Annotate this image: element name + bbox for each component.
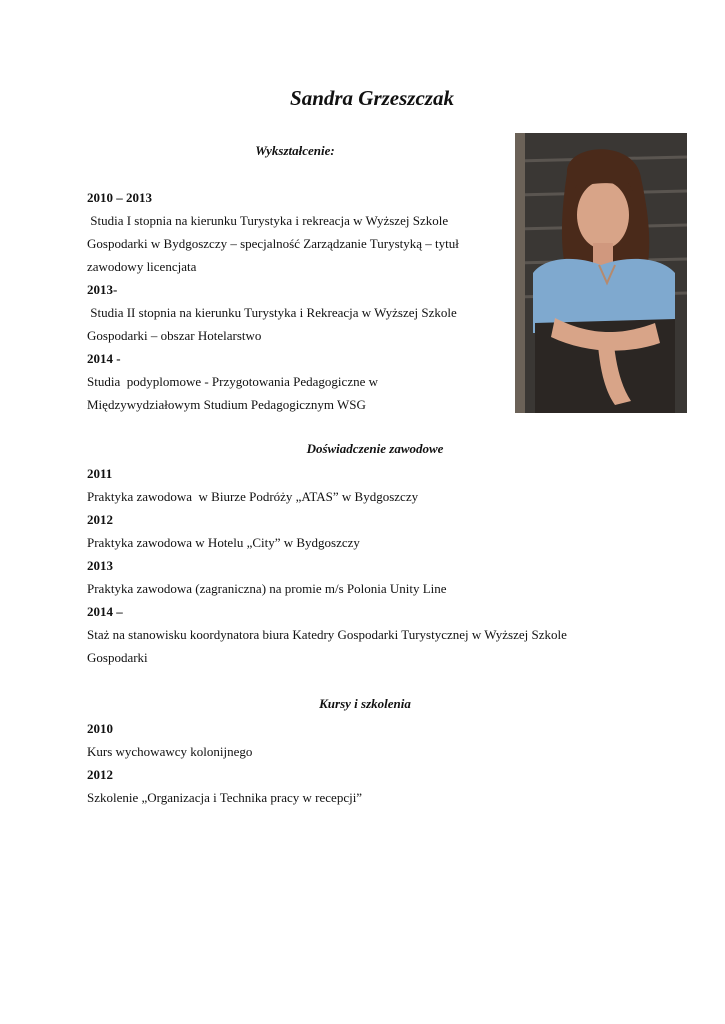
entry-year: 2011 — [87, 466, 113, 481]
entry-text: Kurs wychowawcy kolonijnego — [87, 744, 253, 759]
entry-text: Gospodarki w Bydgoszczy – specjalność Zarządzanie Turystyką – tytuł — [87, 236, 459, 251]
person-name: Sandra Grzeszczak — [290, 86, 454, 110]
entry-text: Praktyka zawodowa w Hotelu „City” w Bydgoszczy — [87, 535, 360, 550]
experience-heading: Doświadczenie zawodowe — [306, 441, 444, 456]
entry-year: 2010 – 2013 — [87, 190, 152, 205]
entry-year: 2013 — [87, 558, 113, 573]
entry-year: 2014 – — [87, 604, 123, 619]
entry-text: Praktyka zawodowa w Biurze Podróży „ATAS” w Bydgoszczy — [87, 489, 419, 504]
courses-section — [87, 717, 607, 809]
entry-year: 2012 — [87, 767, 113, 782]
entry-year: 2010 — [87, 721, 113, 736]
entry-text: Praktyka zawodowa (zagraniczna) na promie m/s Polonia Unity Line — [87, 581, 447, 596]
entry-text: Międzywydziałowym Studium Pedagogicznym WSG — [87, 397, 366, 412]
entry-year: 2012 — [87, 512, 113, 527]
entry-text: zawodowy licencjata — [87, 259, 197, 274]
entry-text: Studia II stopnia na kierunku Turystyka i Rekreacja w Wyższej Szkole — [87, 305, 457, 320]
education-section — [87, 186, 507, 416]
entry-text: Staż na stanowisku koordynatora biura Katedry Gospodarki Turystycznej w Wyższej Szkole — [87, 627, 567, 642]
entry-text: Studia I stopnia na kierunku Turystyka i rekreacja w Wyższej Szkole — [87, 213, 449, 228]
photo-illustration — [515, 133, 687, 413]
profile-photo — [515, 133, 687, 413]
entry-year: 2013- — [87, 282, 118, 297]
entry-text: Gospodarki – obszar Hotelarstwo — [87, 328, 262, 343]
experience-section — [87, 462, 607, 669]
entry-text: Studia podyplomowe - Przygotowania Pedagogiczne w — [87, 374, 378, 389]
courses-heading: Kursy i szkolenia — [319, 696, 411, 711]
entry-text: Gospodarki — [87, 650, 148, 665]
entry-text: Szkolenie „Organizacja i Technika pracy w recepcji” — [87, 790, 363, 805]
education-heading: Wykształcenie: — [255, 143, 335, 158]
entry-year: 2014 - — [87, 351, 121, 366]
